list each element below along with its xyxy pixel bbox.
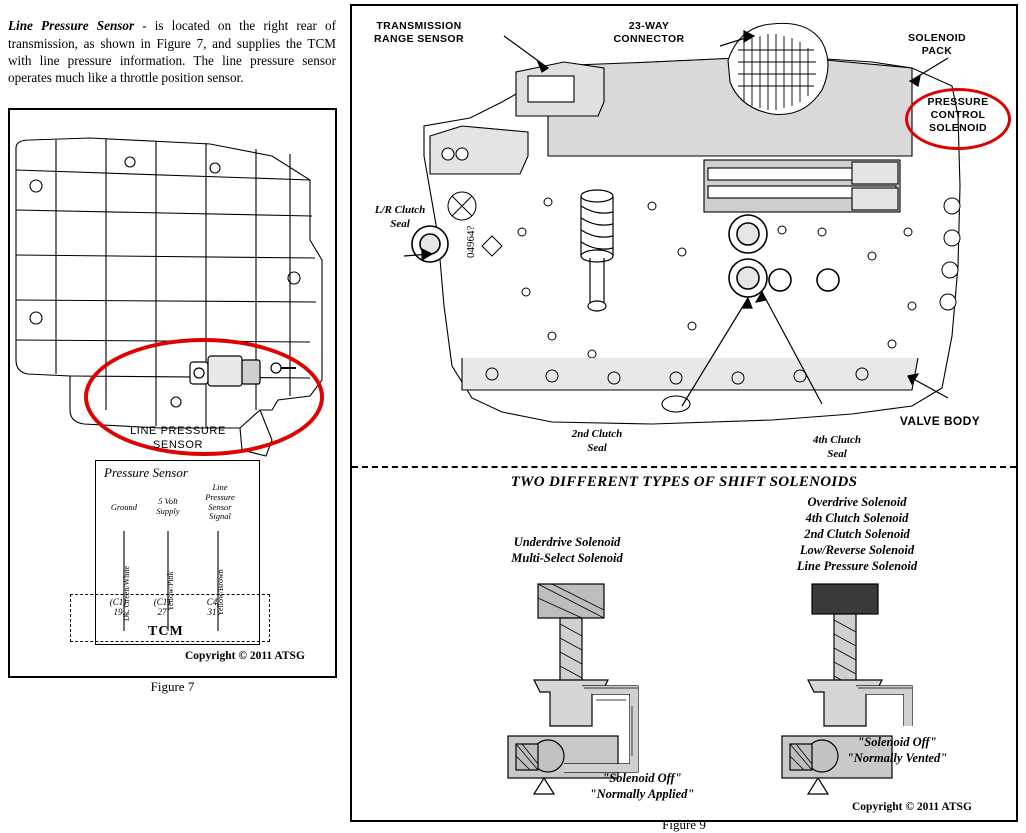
pin-label-5volt-supply: 5 Volt Supply (156, 496, 180, 516)
figure-7-caption: Figure 7 (150, 679, 195, 694)
highlight-ellipse-pressure-control-solenoid (905, 88, 1011, 150)
schematic-title: Pressure Sensor (104, 465, 188, 480)
callout-valve-body: VALVE BODY (899, 414, 981, 428)
figure-9-panel (350, 4, 1018, 822)
intro-lead: Line Pressure Sensor (8, 18, 135, 34)
solenoid-section-title: TWO DIFFERENT TYPES OF SHIFT SOLENOIDS (510, 474, 858, 490)
tcm-pin-connector: (C1) (109, 597, 127, 607)
callout-lr-clutch-seal: L/R Clutch Seal (374, 204, 426, 230)
callout-23-way-connector: 23-WAY CONNECTOR (613, 20, 685, 46)
figure-7-panel (8, 108, 337, 678)
tcm-label: TCM (148, 624, 184, 639)
intro-paragraph (8, 17, 336, 87)
wire-label-dk-green-white: Dk. Green/White (122, 565, 131, 621)
callout-4th-clutch-seal: 4th Clutch Seal (813, 434, 861, 460)
tcm-pin-c1-27 (144, 598, 180, 618)
callout-transmission-range-sensor: TRANSMISSION RANGE SENSOR (374, 20, 464, 46)
callout-line-2: SENSOR (152, 438, 204, 451)
tcm-pin-connector: (C1) (153, 597, 171, 607)
intro-body: - is located on the right rear of transmission, as shown in Figure 7, and supplies the TCM with line pressure information. The line pressure sensor operates much like a throttle position sensor. (8, 18, 336, 86)
right-state-line-1: "Solenoid Off" (857, 735, 937, 749)
callout-2nd-clutch-seal: 2nd Clutch Seal (571, 428, 623, 454)
right-solenoid-state (802, 734, 992, 767)
left-state-line-1: "Solenoid Off" (602, 771, 682, 785)
tcm-pin-c1-19 (100, 598, 136, 618)
section-divider (352, 466, 1016, 468)
wire-label-yellow-brown: Yellow/Brown (216, 569, 225, 616)
pin-label-ground: Ground (110, 502, 138, 512)
copyright-figure-9: Copyright © 2011 ATSG (852, 801, 972, 813)
callout-line-1: LINE PRESSURE (130, 425, 226, 437)
tcm-pin-number: 31 (207, 606, 217, 617)
right-solenoid-list: Overdrive Solenoid 4th Clutch Solenoid 2nd Clutch Solenoid Low/Reverse Solenoid Line Pressure Solenoid (796, 495, 918, 573)
svg-text:04964?: 04964? (465, 225, 477, 258)
valve-body-illustration (352, 6, 1016, 464)
left-solenoid-list: Underdrive Solenoid Multi-Select Solenoid (511, 535, 623, 565)
figure-9-caption: Figure 9 (662, 817, 706, 832)
tcm-pin-number: 19 (113, 606, 123, 617)
line-pressure-sensor-callout (118, 425, 238, 453)
callout-pressure-control-solenoid: PRESSURE CONTROL SOLENOID (927, 96, 989, 135)
left-column (0, 0, 344, 826)
left-state-line-2: "Normally Applied" (589, 787, 695, 802)
tcm-pin-number: 27 (157, 606, 167, 617)
tcm-pin-connector: C4 (206, 597, 218, 607)
tcm-pin-c4-31 (194, 598, 230, 618)
wire-label-yellow-pink: Yellow/Pink (166, 571, 175, 611)
copyright-figure-7: Copyright © 2011 ATSG (185, 650, 305, 662)
callout-solenoid-pack: SOLENOID PACK (907, 32, 967, 58)
pin-label-line-pressure-signal: Line Pressure Sensor Signal (205, 482, 235, 522)
right-state-line-2: "Normally Vented" (846, 751, 948, 766)
left-solenoid-state (542, 770, 742, 803)
